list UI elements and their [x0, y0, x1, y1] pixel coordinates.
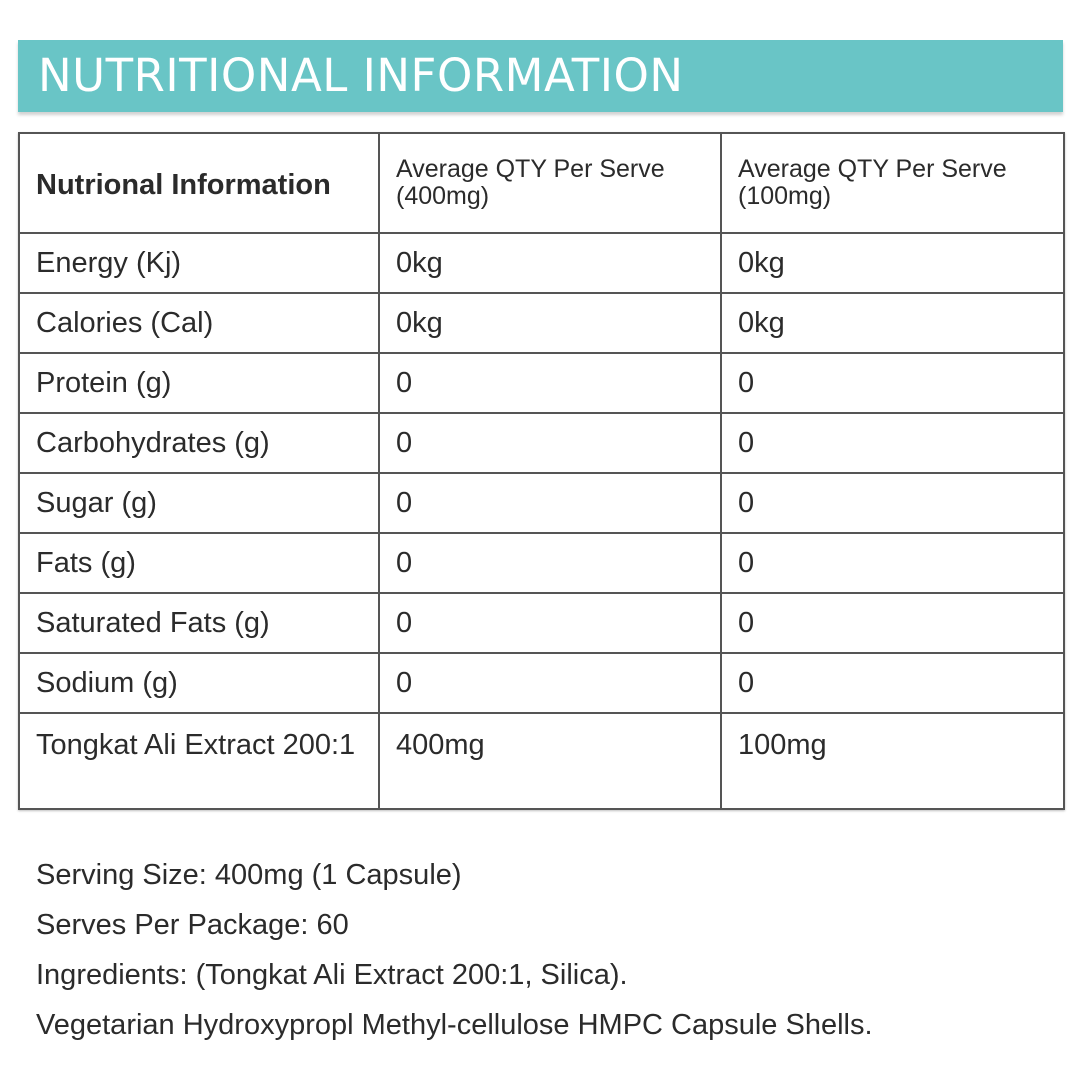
nutrient-name: Energy (Kj) [19, 233, 379, 293]
title-banner [18, 40, 1063, 112]
value-per-100mg: 0 [721, 353, 1064, 413]
value-per-400mg: 0 [379, 653, 721, 713]
column-header-nutrient: Nutrional Information [19, 133, 379, 233]
serves-per-package-text: Serves Per Package: 60 [36, 909, 349, 941]
nutrient-name: Fats (g) [19, 533, 379, 593]
value-per-100mg: 0kg [721, 233, 1064, 293]
nutrient-name: Sodium (g) [19, 653, 379, 713]
table-header-row [19, 133, 1064, 233]
value-per-400mg: 0 [379, 593, 721, 653]
ingredients-text: Ingredients: (Tongkat Ali Extract 200:1, Silica). [36, 959, 628, 991]
table-row [19, 413, 1064, 473]
value-per-100mg: 0 [721, 653, 1064, 713]
column-header-per-100mg: Average QTY Per Serve (100mg) [721, 133, 1064, 233]
table-row [19, 293, 1064, 353]
value-per-400mg: 0 [379, 413, 721, 473]
nutrient-name: Protein (g) [19, 353, 379, 413]
value-per-400mg: 0 [379, 353, 721, 413]
table-row [19, 593, 1064, 653]
column-header-per-400mg: Average QTY Per Serve (400mg) [379, 133, 721, 233]
value-per-400mg: 0kg [379, 233, 721, 293]
table-row [19, 533, 1064, 593]
serving-size-text: Serving Size: 400mg (1 Capsule) [36, 859, 462, 891]
nutrition-table [18, 132, 1065, 810]
table-row [19, 713, 1064, 809]
table-row [19, 353, 1064, 413]
value-per-100mg: 100mg [721, 713, 1064, 809]
table-row [19, 473, 1064, 533]
value-per-400mg: 400mg [379, 713, 721, 809]
nutrient-name: Carbohydrates (g) [19, 413, 379, 473]
nutrient-name: Sugar (g) [19, 473, 379, 533]
table-row [19, 233, 1064, 293]
page-title: NUTRITIONAL INFORMATION [38, 49, 684, 102]
value-per-100mg: 0 [721, 473, 1064, 533]
value-per-100mg: 0 [721, 413, 1064, 473]
nutrient-name: Tongkat Ali Extract 200:1 [19, 713, 379, 809]
value-per-400mg: 0 [379, 533, 721, 593]
table-row [19, 653, 1064, 713]
value-per-100mg: 0 [721, 593, 1064, 653]
value-per-100mg: 0kg [721, 293, 1064, 353]
value-per-400mg: 0kg [379, 293, 721, 353]
product-details [36, 850, 1056, 1050]
nutrient-name: Saturated Fats (g) [19, 593, 379, 653]
nutrient-name: Calories (Cal) [19, 293, 379, 353]
capsule-shells-text: Vegetarian Hydroxypropl Methyl-cellulose HMPC Capsule Shells. [36, 1009, 873, 1041]
value-per-100mg: 0 [721, 533, 1064, 593]
value-per-400mg: 0 [379, 473, 721, 533]
